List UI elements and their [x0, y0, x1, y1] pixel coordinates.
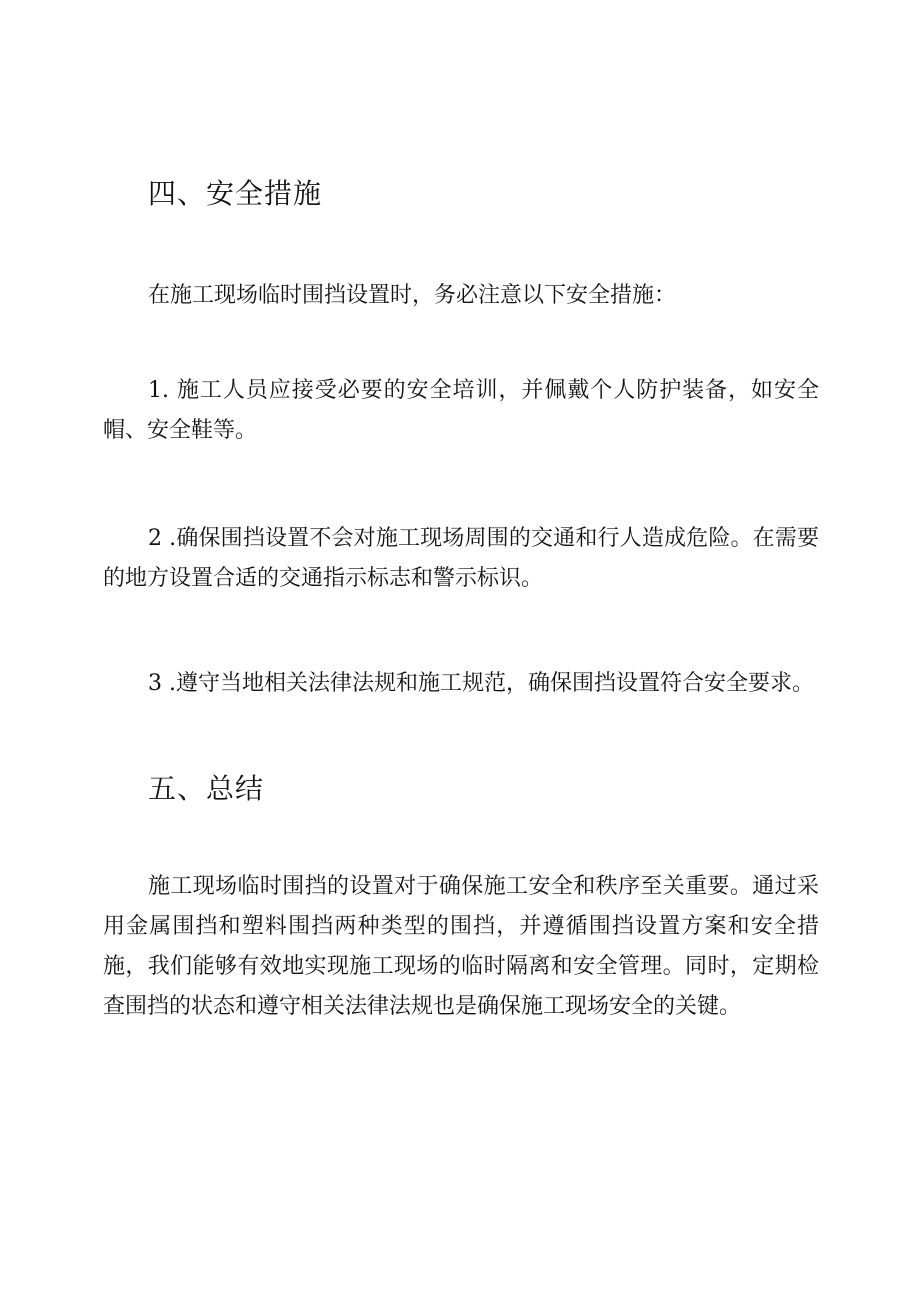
- safety-item-3: 3 .遵守当地相关法律法规和施工规范，确保围挡设置符合安全要求。: [148, 671, 814, 696]
- summary-paragraph: 施工现场临时围挡的设置对于确保施工安全和秩序至关重要。通过采用金属围挡和塑料围挡两种类型的围挡，并遵循围挡设置方案和安全措施，我们能够有效地实现施工现场的临时隔离和安全管理。同时，定期检查围挡的状态和遵守相关法律法规也是确保施工现场安全的关键。: [103, 874, 819, 1019]
- section-heading-safety-measures: 四、安全措施: [148, 177, 323, 210]
- section-heading-summary: 五、总结: [148, 772, 265, 805]
- safety-item-2: 2 .确保围挡设置不会对施工现场周围的交通和行人造成危险。在需要的地方设置合适的交通指示标志和警示标识。: [103, 526, 819, 591]
- safety-intro-paragraph: 在施工现场临时围挡设置时，务必注意以下安全措施：: [148, 283, 677, 308]
- safety-item-1: 1. 施工人员应接受必要的安全培训，并佩戴个人防护装备，如安全帽、安全鞋等。: [103, 378, 819, 443]
